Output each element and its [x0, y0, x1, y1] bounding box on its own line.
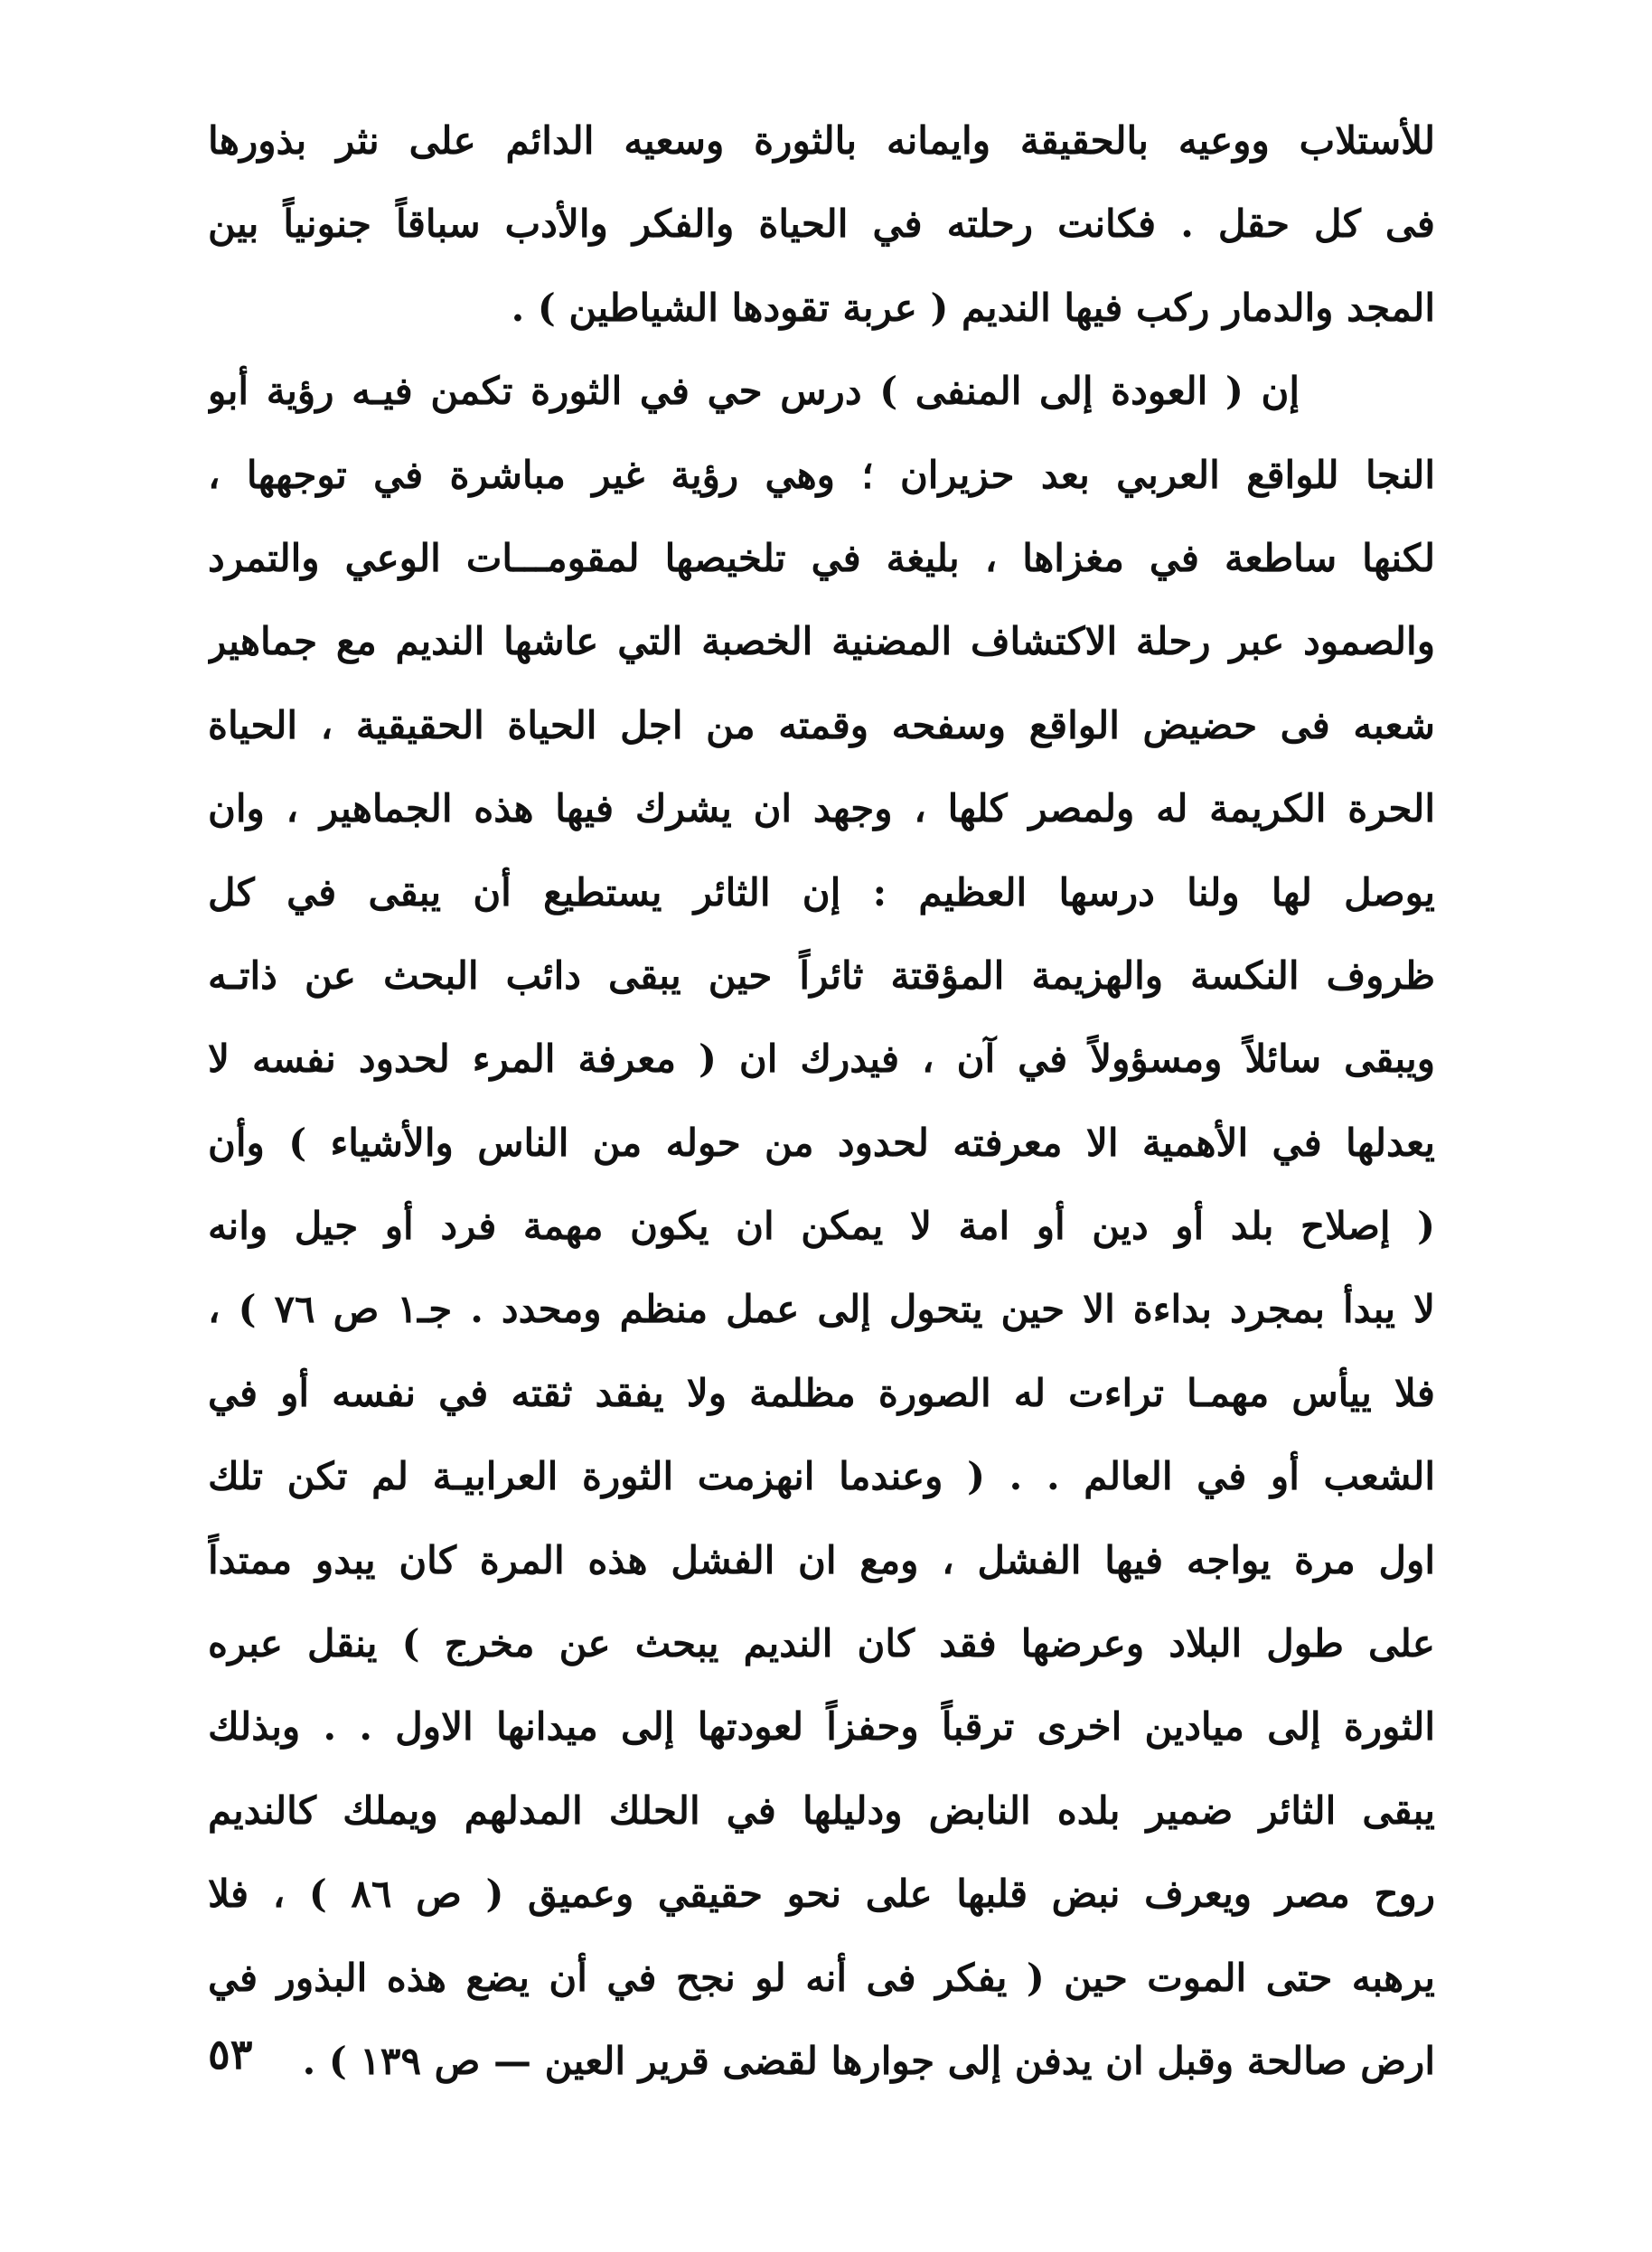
text-line: يوصل لها ولنا درسها العظيم : إن الثائر يستطيع أن يبقى في كل: [208, 869, 1435, 915]
text-line: الشعب أو في العالم . . ( وعندما انهزمت الثورة العرابيـة لم تكن تلك: [208, 1454, 1435, 1499]
text-line: النجا للواقع العربي بعد حزيران ؛ وهي رؤية غير مباشرة في توجهها ،: [208, 452, 1435, 497]
text-line: والصمود عبر رحلة الاكتشاف المضنية الخصبة التي عاشها النديم مع جماهير: [208, 619, 1435, 664]
text-line: ظروف النكسة والهزيمة المؤقتة ثائراً حين يبقى دائب البحث عن ذاتـه: [208, 952, 1435, 998]
text-line: للأستلاب ووعيه بالحقيقة وايمانه بالثورة وسعيه الدائم على نثر بذورها: [208, 118, 1435, 163]
text-block: [208, 99, 1435, 2103]
text-line: لكنها ساطعة في مغزاها ، بليغة في تلخيصها لمقومـــات الوعي والتمرد: [208, 535, 1435, 580]
text-line: فى كل حقل . فكانت رحلته في الحياة والفكر والأدب سباقاً جنونياً بين: [208, 202, 1435, 247]
text-line: المجد والدمار ركب فيها النديم ( عربة تقودها الشياطين ) .: [511, 285, 1435, 330]
paragraph-2: [208, 350, 1435, 2103]
text-line: فلا ييأس مهمـا تراءت له الصورة مظلمة ولا يفقد ثقته في نفسه أو في: [208, 1370, 1435, 1415]
text-line: الحرة الكريمة له ولمصر كلها ، وجهد ان يشرك فيها هذه الجماهير ، وان: [208, 786, 1435, 831]
text-line: ( إصلاح بلد أو دين أو امة لا يمكن ان يكون مهمة فرد أو جيل وانه: [208, 1204, 1435, 1249]
text-line: شعبه فى حضيض الواقع وسفحه وقمته من اجل الحياة الحقيقية ، الحياة: [208, 702, 1435, 747]
text-line: يرهبه حتى الموت حين ( يفكر فى أنه لو نجح في أن يضع هذه البذور في: [208, 1955, 1435, 2000]
text-line: على طول البلاد وعرضها فقد كان النديم يبحث عن مخرج ) ينقل عبره: [208, 1621, 1435, 1666]
text-line: اول مرة يواجه فيها الفشل ، ومع ان الفشل هذه المرة كان يبدو ممتداً: [208, 1537, 1435, 1582]
text-line: الثورة إلى ميادين اخرى ترقباً وحفزاً لعودتها إلى ميدانها الاول . . وبذلك: [208, 1704, 1435, 1750]
text-line: ارض صالحة وقبل ان يدفن إلى جوارها لقضى قرير العين — ص ١٣٩ ) .: [302, 2038, 1435, 2083]
text-line: يعدلها في الأهمية الا معرفته لحدود من حوله من الناس والأشياء ) وأن: [208, 1120, 1435, 1165]
text-line: يبقى الثائر ضمير بلده النابض ودليلها في الحلك المدلهم ويملك كالنديم: [208, 1788, 1435, 1833]
text-line: لا يبدأ بمجرد بداءة الا حين يتحول إلى عمل منظم ومحدد . جـ١ ص ٧٦ ) ،: [208, 1287, 1435, 1332]
text-line: ويبقى سائلاً ومسؤولاً في آن ، فيدرك ان ( معرفة المرء لحدود نفسه لا: [208, 1037, 1435, 1082]
text-line: روح مصر ويعرف نبض قلبها على نحو حقيقي وعميق ( ص ٨٦ ) ، فلا: [208, 1872, 1435, 1917]
paragraph-1: [208, 99, 1435, 350]
page-number: ٥٣: [208, 2030, 253, 2078]
text-line: إن ( العودة إلى المنفى ) درس حي في الثورة تكمن فيـه رؤية أبو: [208, 369, 1300, 414]
